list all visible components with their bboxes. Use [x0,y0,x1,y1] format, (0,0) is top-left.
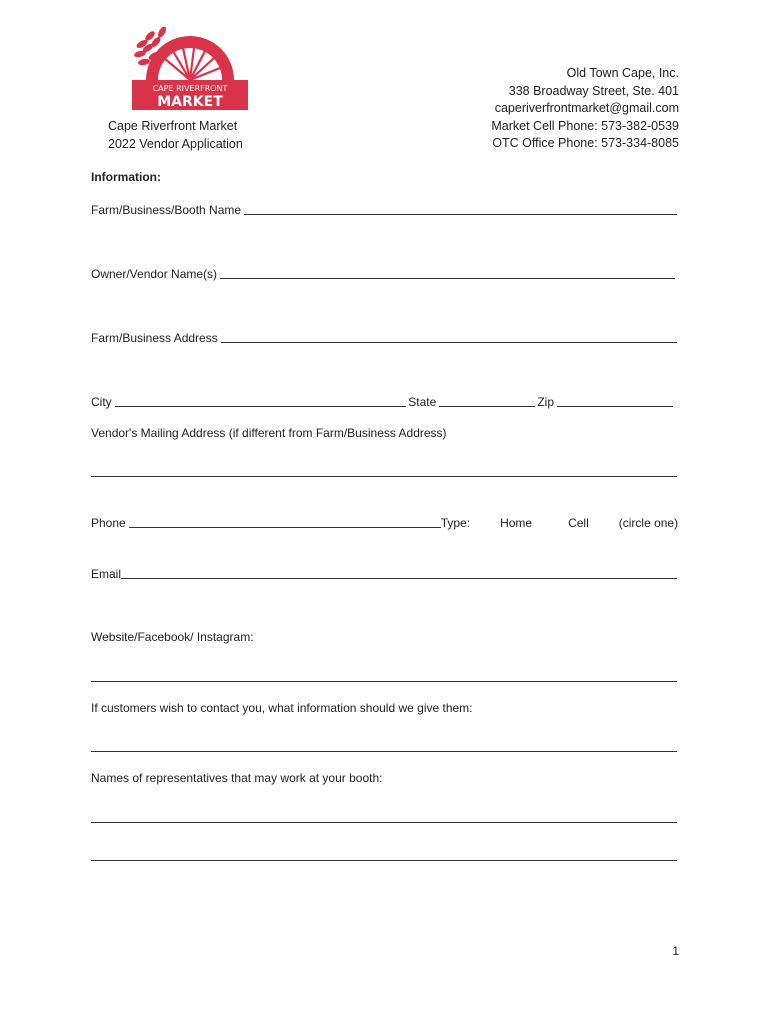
email-field[interactable] [121,566,677,579]
state-field[interactable] [439,394,535,407]
logo-graphic [128,18,252,114]
market-name: Cape Riverfront Market [108,119,238,133]
email-row [91,566,679,581]
city-field[interactable] [115,394,407,407]
page-number: 1 [672,944,679,958]
phone-row [91,515,679,530]
address-field[interactable] [221,330,677,343]
website-field[interactable] [91,681,677,682]
office-phone: OTC Office Phone: 573-334-8085 [492,136,679,150]
mailing-address-field[interactable] [91,476,677,477]
address-row [91,330,679,345]
email-label: Email [91,567,122,581]
city-state-zip-row [91,394,675,409]
owner-name-row [91,266,677,281]
representatives-label: Names of representatives that may work at your booth: [91,771,383,785]
type-option-cell[interactable]: Cell [568,516,589,530]
mailing-address-label: Vendor's Mailing Address (if different from Farm/Business Address) [91,426,447,440]
state-label: State [408,395,437,409]
phone-field[interactable] [129,515,441,528]
website-label: Website/Facebook/ Instagram: [91,630,254,644]
market-cell-phone: Market Cell Phone: 573-382-0539 [491,118,679,133]
city-label: City [91,395,112,409]
org-address: 338 Broadway Street, Ste. 401 [508,83,679,98]
application-heading [108,117,243,153]
owner-name-label: Owner/Vendor Name(s) [91,267,218,281]
phone-type-label: Type: [440,516,471,530]
contact-info-label: If customers wish to contact you, what information should we give them: [91,701,473,715]
type-option-home[interactable]: Home [500,516,533,530]
contact-block [491,65,679,153]
farm-name-row [91,202,679,217]
application-title: 2022 Vendor Application [108,137,243,151]
representatives-field-2[interactable] [91,860,677,861]
owner-name-field[interactable] [220,266,675,279]
farm-name-label: Farm/Business/Booth Name [91,203,242,217]
zip-field[interactable] [557,394,673,407]
section-title: Information: [91,170,161,184]
address-label: Farm/Business Address [91,331,218,345]
zip-label: Zip [537,395,554,409]
farm-name-field[interactable] [244,202,677,215]
market-logo [128,18,252,114]
logo-word: MARKET [157,94,223,110]
phone-label: Phone [91,516,126,530]
logo-title: CAPE RIVERFRONT [152,84,228,93]
contact-info-field[interactable] [91,751,677,752]
org-email: caperiverfrontmarket@gmail.com [494,101,679,115]
representatives-field-1[interactable] [91,822,677,823]
org-name: Old Town Cape, Inc. [566,66,679,80]
type-instruction: (circle one) [618,516,679,530]
